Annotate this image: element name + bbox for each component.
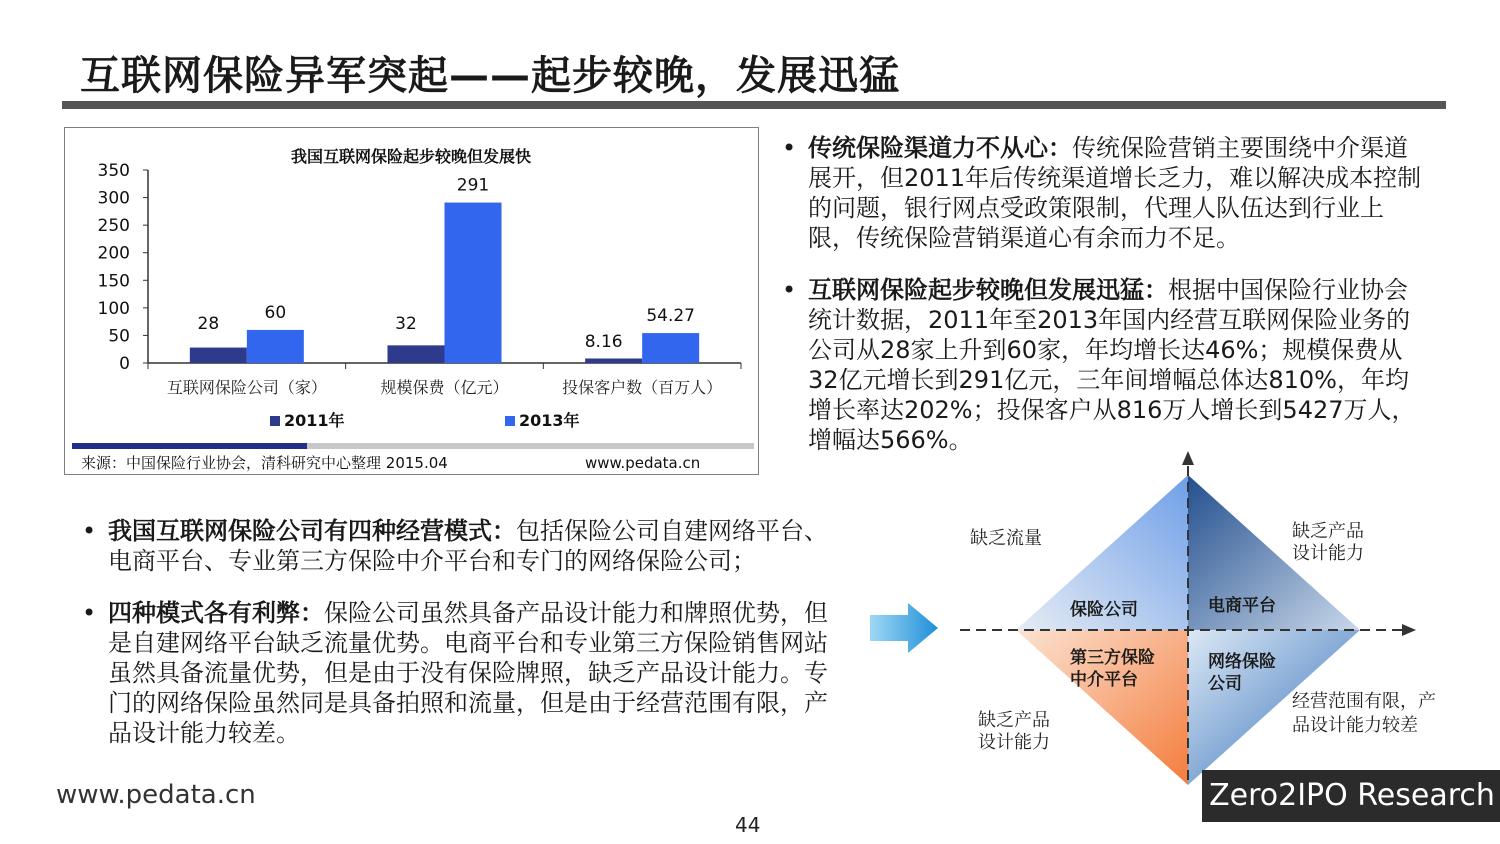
slide-title: 互联网保险异军突起——起步较晚，发展迅猛	[80, 53, 900, 99]
corner-label-bottom-left-2: 设计能力	[978, 732, 1050, 753]
title-divider	[62, 101, 1446, 109]
chart-source: 来源：中国保险行业协会，清科研究中心整理 2015.04	[81, 454, 448, 472]
data-label: 54.27	[646, 306, 696, 327]
bar-2011	[190, 348, 247, 363]
x-category-label: 规模保费（亿元）	[380, 378, 509, 397]
page-number: 44	[735, 813, 761, 837]
chart-source-url: www.pedata.cn	[585, 454, 701, 472]
brand-logo: Zero2IPO Research	[1202, 770, 1500, 822]
bar-chart	[65, 128, 758, 474]
y-tick-label: 350	[97, 161, 130, 181]
y-tick-label: 150	[97, 271, 130, 292]
corner-label-bottom-right-2: 品设计能力较差	[1292, 715, 1418, 736]
quadrant-label-third-party-1: 第三方保险	[1070, 648, 1155, 668]
data-label: 8.16	[584, 332, 623, 352]
bullet-dot: •	[82, 599, 97, 627]
y-tick-label: 50	[108, 326, 130, 347]
y-tick-label: 200	[97, 243, 130, 264]
footer-url: www.pedata.cn	[56, 780, 256, 810]
bullet-dot: •	[82, 517, 97, 545]
x-category-label: 互联网保险公司（家）	[166, 378, 327, 397]
y-tick-label: 100	[97, 298, 130, 319]
bullet-heading: 传统保险渠道力不从心：	[808, 134, 1072, 162]
axis-arrowhead-up	[1182, 451, 1194, 465]
bullet-item	[780, 133, 1430, 253]
corner-label-bottom-left-1: 缺乏产品	[978, 710, 1050, 731]
legend-swatch	[270, 416, 280, 426]
bullet-heading: 互联网保险起步较晚但发展迅猛：	[808, 276, 1168, 304]
bar-2013	[247, 330, 304, 363]
right-bullet-list	[780, 133, 1430, 469]
bar-2013	[445, 203, 502, 363]
corner-label-top-right-1: 缺乏产品	[1292, 521, 1364, 542]
quadrant-label-insurer: 保险公司	[1070, 600, 1138, 620]
data-label: 60	[264, 302, 287, 323]
bullet-body: 传统保险营销主要围绕中介渠道展开，但2011年后传统渠道增长乏力，难以解决成本控制的问题，银行网点受政策限制，代理人队伍达到行业上限，传统保险营销渠道心有余而力不足。	[808, 134, 1422, 252]
data-label: 291	[456, 175, 490, 196]
legend-swatch	[505, 416, 515, 426]
chart-title: 我国互联网保险起步较晚但发展快	[290, 147, 532, 166]
bullet-dot: •	[782, 134, 797, 162]
source-divider-accent	[72, 443, 307, 449]
axis-arrowhead-right	[1402, 624, 1416, 636]
bullet-body: 包括保险公司自建网络平台、电商平台、专业第三方保险中介平台和专门的网络保险公司；	[108, 517, 828, 575]
bullet-dot: •	[782, 276, 797, 304]
y-tick-label: 300	[97, 188, 130, 209]
quadrant-label-ecommerce: 电商平台	[1208, 596, 1276, 616]
legend-label: 2013年	[519, 411, 580, 430]
corner-label-bottom-right-1: 经营范围有限，产	[1292, 691, 1436, 712]
bar-2011	[388, 345, 445, 363]
bullet-heading: 四种模式各有利弊：	[108, 599, 324, 627]
data-label: 28	[197, 314, 220, 334]
data-label: 32	[395, 314, 417, 334]
quadrant-label-third-party-2: 中介平台	[1070, 670, 1138, 690]
bullet-item	[80, 598, 840, 748]
bullet-body: 根据中国保险行业协会统计数据，2011年至2013年国内经营互联网保险业务的公司从28家上升到60家，年均增长达46%；规模保费从32亿元增长到291亿元，三年间增幅总体达810%，年均增长率达202%；投保客户从816万人增长到5427万人，增幅达566%。	[808, 276, 1416, 454]
bar-2011	[585, 359, 642, 363]
quadrant-label-online-insurer-2: 公司	[1208, 674, 1242, 694]
bullet-heading: 我国互联网保险公司有四种经营模式：	[108, 517, 516, 545]
bar-chart-panel	[64, 127, 759, 475]
quadrant-label-online-insurer-1: 网络保险	[1208, 652, 1276, 672]
corner-label-top-left: 缺乏流量	[970, 528, 1042, 549]
left-bullet-list	[80, 516, 840, 762]
legend-label: 2011年	[284, 411, 345, 430]
y-tick-label: 0	[119, 354, 130, 374]
bullet-body: 保险公司虽然具备产品设计能力和牌照优势，但是自建网络平台缺乏流量优势。电商平台和专业第三方保险销售网站虽然具备流量优势，但是由于没有保险牌照，缺乏产品设计能力。专门的网络保险虽然同是具备拍照和流量，但是由于经营范围有限，产品设计能力较差。	[108, 599, 828, 747]
bar-2013	[642, 333, 699, 363]
x-category-label: 投保客户数（百万人）	[562, 378, 723, 397]
y-tick-label: 250	[97, 216, 130, 237]
corner-label-top-right-2: 设计能力	[1292, 543, 1364, 564]
business-model-quadrant-diagram	[860, 445, 1460, 785]
bullet-item	[780, 275, 1430, 455]
pointer-arrow-icon	[870, 603, 938, 653]
bullet-item	[80, 516, 840, 576]
